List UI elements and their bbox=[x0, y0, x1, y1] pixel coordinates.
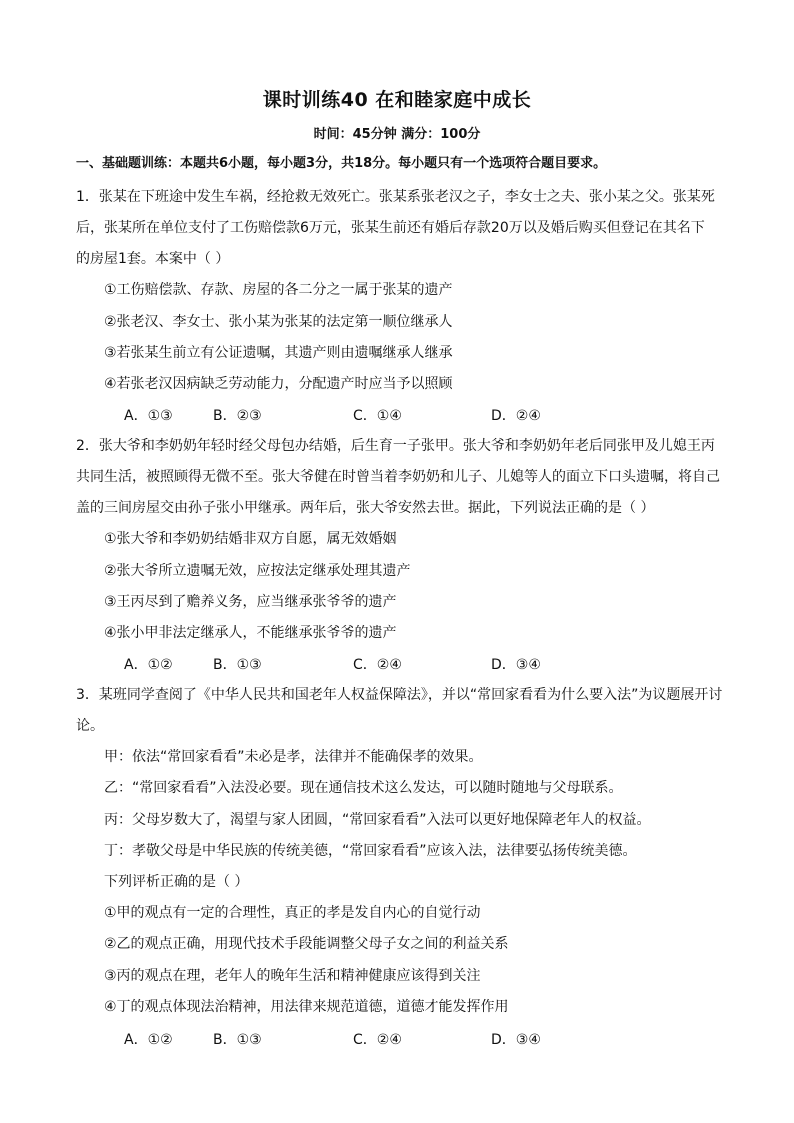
q2-option-a: A．①② bbox=[124, 657, 173, 673]
q3-prompt: 下列评析正确的是（ ） bbox=[104, 874, 249, 890]
q3-view-ding: 丁：孝敬父母是中华民族的传统美德，“常回家看看”应该入法，法律要弘扬传统美德。 bbox=[104, 843, 637, 859]
q3-option-b: B．①③ bbox=[213, 1032, 262, 1048]
q3-option-c: C．②④ bbox=[353, 1032, 402, 1048]
section-heading: 一、基础题训练：本题共6小题，每小题3分，共18分。每小题只有一个选项符合题目要求。 bbox=[76, 156, 607, 171]
q1-stem-line-1: 1．张某在下班途中发生车祸，经抢救无效死亡。张某系张老汉之子，李女士之夫、张小某之父。张某死 bbox=[76, 189, 715, 205]
q3-statement-1: ①甲的观点有一定的合理性，真正的孝是发自内心的自觉行动 bbox=[104, 905, 481, 921]
q1-statement-3: ③若张某生前立有公证遗嘱，其遗产则由遗嘱继承人继承 bbox=[104, 345, 453, 361]
q2-options bbox=[0, 654, 794, 674]
q3-statement-2: ②乙的观点正确，用现代技术手段能调整父母子女之间的利益关系 bbox=[104, 936, 509, 952]
q2-option-d: D．③④ bbox=[491, 657, 541, 673]
q1-options bbox=[0, 405, 794, 425]
q1-statement-4: ④若张老汉因病缺乏劳动能力，分配遗产时应当予以照顾 bbox=[104, 376, 453, 392]
q1-option-c: C．①④ bbox=[353, 408, 402, 424]
q3-view-bing: 丙：父母岁数大了，渴望与家人团圆，“常回家看看”入法可以更好地保障老年人的权益。 bbox=[104, 812, 651, 828]
q2-statement-4: ④张小甲非法定继承人，不能继承张爷爷的遗产 bbox=[104, 625, 397, 641]
q3-statement-4: ④丁的观点体现法治精神，用法律来规范道德，道德才能发挥作用 bbox=[104, 999, 509, 1015]
q1-option-b: B．②③ bbox=[213, 408, 262, 424]
q3-stem-line-1: 3．某班同学查阅了《中华人民共和国老年人权益保障法》，并以“常回家看看为什么要入法”为议题展开讨 bbox=[76, 687, 723, 703]
q1-statement-2: ②张老汉、李女士、张小某为张某的法定第一顺位继承人 bbox=[104, 314, 453, 330]
q3-option-a: A．①② bbox=[124, 1032, 173, 1048]
time-score-info: 时间：45分钟 满分：100分 bbox=[313, 127, 481, 142]
q2-stem-line-2: 共同生活，被照顾得无微不至。张大爷健在时曾当着李奶奶和儿子、儿媳等人的面立下口头遗嘱，将自己 bbox=[76, 469, 720, 485]
q3-view-yi: 乙：“常回家看看”入法没必要。现在通信技术这么发达，可以随时随地与父母联系。 bbox=[104, 780, 623, 796]
q2-statement-1: ①张大爷和李奶奶结婚非双方自愿，属无效婚姻 bbox=[104, 531, 397, 547]
q2-stem-line-3: 盖的三间房屋交由孙子张小甲继承。两年后，张大爷安然去世。据此，下列说法正确的是（ ） bbox=[76, 500, 655, 516]
q1-stem-line-3: 的房屋1套。本案中（ ） bbox=[76, 251, 230, 267]
q2-stem-line-1: 2．张大爷和李奶奶年轻时经父母包办结婚，后生育一子张甲。张大爷和李奶奶年老后同张甲及儿媳王丙 bbox=[76, 438, 715, 454]
q1-option-d: D．②④ bbox=[491, 408, 541, 424]
q2-statement-3: ③王丙尽到了赡养义务，应当继承张爷爷的遗产 bbox=[104, 594, 397, 610]
q1-option-a: A．①③ bbox=[124, 408, 173, 424]
page-title: 课时训练40 在和睦家庭中成长 bbox=[262, 89, 532, 111]
q3-statement-3: ③丙的观点在理，老年人的晚年生活和精神健康应该得到关注 bbox=[104, 968, 481, 984]
q3-stem-line-2: 论。 bbox=[76, 718, 104, 734]
q2-option-b: B．①③ bbox=[213, 657, 262, 673]
q1-statement-1: ①工伤赔偿款、存款、房屋的各二分之一属于张某的遗产 bbox=[104, 282, 453, 298]
q2-statement-2: ②张大爷所立遗嘱无效，应按法定继承处理其遗产 bbox=[104, 563, 411, 579]
q3-options bbox=[0, 1029, 794, 1049]
q3-view-jia: 甲：依法“常回家看看”未必是孝，法律并不能确保孝的效果。 bbox=[104, 749, 483, 765]
q1-stem-line-2: 后，张某所在单位支付了工伤赔偿款6万元，张某生前还有婚后存款20万以及婚后购买但登记在其名下 bbox=[76, 220, 705, 236]
q2-option-c: C．②④ bbox=[353, 657, 402, 673]
q3-option-d: D．③④ bbox=[491, 1032, 541, 1048]
